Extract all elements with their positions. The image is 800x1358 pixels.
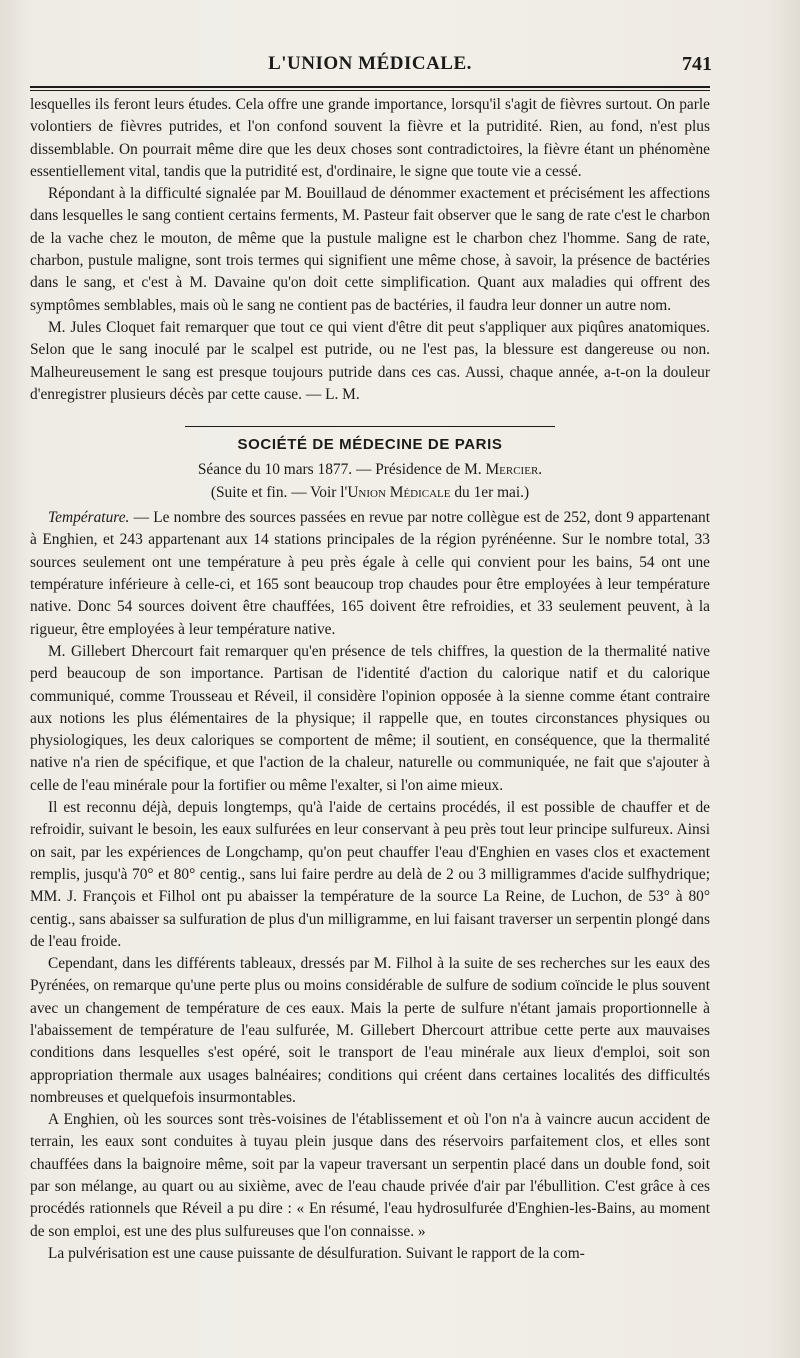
paragraph-text: — Le nombre des sources passées en revue par notre collègue est de 252, dont 9 appartenant à Enghien, et 243 appartenant aux 14 stations principales de la région pyrénéenne. Sur le nombre total, 33 sources seulement ont une température à peu près égale à celle qui convient pour les bains, 54 ont une température inférieure à celle-ci, et 165 sont beaucoup trop chaudes pour être employées à leur température native. Donc 54 sources doivent être chauffées, 165 doivent être refroidies, et 33 seulement peuvent, à la rigueur, être employées à leur température native. <box>30 509 710 638</box>
section-rule <box>185 426 555 430</box>
page-number: 741 <box>682 53 712 75</box>
paragraph: Cependant, dans les différents tableaux, dressés par M. Filhol à la suite de ses recherches sur les eaux des Pyrénées, on remarque qu'une perte plus ou moins considérable de sulfure de sodium coïncide le plus souvent avec un changement de température de ces eaux. Mais la perte de sulfure n'étant jamais proportionnelle à l'abaissement de température de l'eau sulfurée, M. Gillebert Dhercourt attribue cette perte aux mauvaises conditions dans lesquelles s'est opéré, soit le transport de l'eau minérale aux lieux d'emploi, soit son appropriation thermale aux usages balnéaires; conditions qui créent dans certaines localités des difficultés nombreuses et quelquefois insurmontables. <box>30 955 710 1106</box>
continuation-line <box>30 481 710 504</box>
header-rule-thin <box>30 90 710 91</box>
paragraph: lesquelles ils feront leurs études. Cela offre une grande importance, lorsqu'il s'agit de fièvres surtout. On parle volontiers de fièvres putrides, et l'on confond souvent la fièvre et la putridité. Rien, au fond, n'est plus dissemblable. On pourrait même dire que les deux choses sont contradictoires, la fièvre étant un phénomène essentiellement vital, tandis que la putridité est, d'ordinaire, le signe que toute vie a cessé. <box>30 96 710 180</box>
article-body <box>30 94 710 1265</box>
continuation-journal: Union Médicale <box>347 484 451 502</box>
paragraph: M. Jules Cloquet fait remarquer que tout ce qui vient d'être dit peut s'appliquer aux piqûres anatomiques. Selon que le sang inoculé par le scalpel est putride, ou ne l'est pas, la blessure est dangereuse ou non. Malheureusement le sang est presque toujours putride dans ces cas. Aussi, chaque année, a-t-on la douleur d'enregistrer plusieurs décès par cette cause. — L. M. <box>30 318 710 403</box>
paragraph: La pulvérisation est une cause puissante de désulfuration. Suivant le rapport de la com- <box>48 1244 585 1262</box>
paragraph <box>30 507 710 641</box>
president-name: Mercier <box>485 461 539 479</box>
session-suffix: . <box>538 461 543 479</box>
continuation-suffix: du 1er mai.) <box>450 484 530 502</box>
lead-word: Température. <box>48 509 130 527</box>
paragraph: A Enghien, où les sources sont très-voisines de l'établissement et où l'on n'a à vaincre aucun accident de terrain, les eaux sont conduites à tuyau plein jusque dans des réservoirs parfaitement clos, et elles sont chauffées dans la baignoire même, soit par la vapeur traversant un serpentin placé dans un double fond, soit par son mélange, au quart ou au sixième, avec de l'eau chaude privée d'air par l'ébullition. C'est grâce à ces procédés rationnels que Réveil a pu dire : « En résumé, l'eau hydrosulfurée d'Enghien-les-Bains, au moment de son emploi, est une des plus sulfureuses que l'on connaisse. » <box>30 1111 710 1240</box>
paragraph: Répondant à la difficulté signalée par M. Bouillaud de dénommer exactement et précisément les affections dans lesquelles le sang contient certains ferments, M. Pasteur fait observer que le sang de rate c'est le charbon de la vache chez le mouton, de même que la pustule maligne est le charbon chez l'homme. Sang de rate, charbon, pustule maligne, sont trois termes qui signifient une même chose, à savoir, la présence de bactéries dans le sang, et c'est à M. Davaine qu'on doit cette simplification. Quant aux maladies qui offrent des symptômes semblables, mais où le sang ne contient pas de bactéries, il faudra leur donner un autre nom. <box>30 185 710 314</box>
paragraph: M. Gillebert Dhercourt fait remarquer qu'en présence de tels chiffres, la question de la thermalité native perd beaucoup de son importance. Partisan de l'identité d'action du calorique natif et du calorique communiqué, comme Trousseau et Réveil, il considère l'opinion opposée à la sienne comme étant contraire aux notions les plus élémentaires de la physique; il rappelle que, en toutes circonstances physiques ou physiologiques, les deux caloriques se comportent de même; il soutient, en conséquence, que la thermalité native n'a rien de spécifique, et que l'action de la chaleur, naturelle ou communiquée, ne fait que s'ajouter à celle de l'eau minérale pour la fortifier ou même l'exalter, si l'on aime mieux. <box>30 642 710 794</box>
journal-title: L'UNION MÉDICALE. <box>268 53 472 74</box>
section-heading-block <box>30 426 710 504</box>
page-header <box>30 50 710 84</box>
section-title: SOCIÉTÉ DE MÉDECINE DE PARIS <box>237 436 503 454</box>
paragraph: Il est reconnu déjà, depuis longtemps, qu'à l'aide de certains procédés, il est possible de chauffer et de refroidir, suivant le besoin, les eaux sulfurées en leur conservant à peu près tout leur principe sulfureux. Ainsi on sait, par les expériences de Longchamp, qu'on peut chauffer l'eau d'Enghien en vases clos et exactement remplis, jusqu'à 70° et 80° centig., sans lui faire perdre au delà de 2 ou 3 milligrammes d'acide sulfhydrique; MM. J. François et Filhol ont pu abaisser la température de la source La Reine, de Luchon, de 53° à 80° centig., sans abaisser sa sulfuration de plus d'un milligramme, en lui faisant traverser un serpentin plongé dans de l'eau froide. <box>30 799 710 950</box>
session-line <box>30 458 710 481</box>
continuation-text: (Suite et fin. — Voir l' <box>210 484 348 502</box>
session-text: Séance du 10 mars 1877. — Présidence de M. <box>197 461 486 479</box>
header-rule <box>30 86 710 88</box>
